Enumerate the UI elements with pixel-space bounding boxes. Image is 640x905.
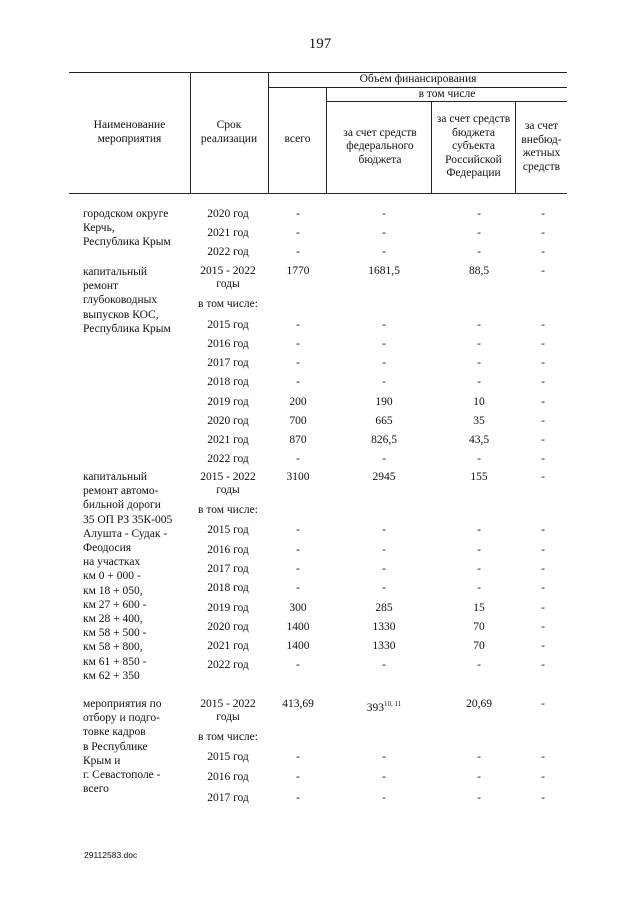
row-extrabudget: - (541, 771, 545, 783)
row-regional: - (477, 357, 481, 369)
row-extrabudget: - (541, 524, 545, 536)
row-regional: - (477, 227, 481, 239)
row-term: 2016 год (207, 771, 249, 783)
row-regional: - (477, 208, 481, 220)
row-federal: - (382, 771, 386, 783)
row-regional: - (477, 453, 481, 465)
row-regional: 20,69 (466, 698, 492, 710)
row-federal: - (382, 453, 386, 465)
row-federal: - (382, 376, 386, 388)
header-name: Наименование мероприятия (93, 119, 166, 145)
row-term: 2021 год (207, 434, 249, 446)
row-term: 2015 год (207, 319, 249, 331)
row-regional: 15 (473, 602, 485, 614)
row-term: 2015 - 2022 годы (200, 471, 256, 496)
row-total: - (296, 227, 300, 239)
row-regional: 88,5 (468, 265, 490, 277)
row-federal: 2945 (372, 471, 396, 483)
row-total: 1400 (286, 640, 310, 652)
row-extrabudget: - (541, 792, 545, 804)
row-regional: - (477, 246, 481, 258)
row-federal: - (382, 246, 386, 258)
row-total: - (296, 771, 300, 783)
row-federal: - (382, 751, 386, 763)
row-total: - (296, 357, 300, 369)
row-total: - (296, 792, 300, 804)
row-regional: 10 (473, 396, 485, 408)
row-regional: - (477, 319, 481, 331)
row-total: 1400 (286, 621, 310, 633)
row-extrabudget: - (541, 544, 545, 556)
row-federal: - (382, 338, 386, 350)
header-including: в том числе (418, 87, 476, 100)
row-extrabudget: - (541, 471, 545, 483)
group-name: мероприятия по отбору и подго- товке кадров в Республике Крым и г. Севастополе - всего (83, 698, 162, 796)
row-total: 1770 (286, 265, 310, 277)
federal-value: 393 (366, 701, 384, 714)
row-total: - (296, 563, 300, 575)
row-regional: 43,5 (468, 434, 490, 446)
row-regional: - (477, 751, 481, 763)
row-total: 3100 (286, 471, 310, 483)
row-regional: - (477, 582, 481, 594)
row-total: - (296, 524, 300, 536)
row-regional: 70 (473, 640, 485, 652)
row-federal: 665 (375, 415, 393, 427)
row-total: - (296, 659, 300, 671)
row-term: 2016 год (207, 338, 249, 350)
group-name: капитальный ремонт автомо- бильной дороги 35 ОП РЗ 35К-005 Алушта - Судак - Феодосия на участках км 0 + 000 - км 18 + 050, км 27 + 600 - км 28 + 400, км 58 + 500 - км 58 + 800, км 61 + 850 - км 62 + 350 (83, 471, 173, 682)
group-name: капитальный ремонт глубоководных выпусков КОС, Республика Крым (83, 266, 171, 335)
row-extrabudget: - (541, 357, 545, 369)
row-term: 2015 год (207, 524, 249, 536)
row-total: - (296, 544, 300, 556)
row-extrabudget: - (541, 602, 545, 614)
row-regional: - (477, 771, 481, 783)
row-federal (332, 697, 436, 716)
row-term: 2017 год (207, 357, 249, 369)
row-total: - (296, 751, 300, 763)
row-federal: - (382, 524, 386, 536)
row-total: - (296, 453, 300, 465)
row-federal: - (382, 563, 386, 575)
header-total: всего (284, 133, 311, 146)
header-federal: за счет средств федерального бюджета (343, 126, 417, 166)
row-extrabudget: - (541, 338, 545, 350)
row-term: 2021 год (207, 227, 249, 239)
row-federal: - (382, 227, 386, 239)
row-term-including: в том числе: (198, 731, 258, 743)
row-extrabudget: - (541, 396, 545, 408)
row-term: 2019 год (207, 396, 249, 408)
row-term: 2020 год (207, 208, 249, 220)
header-bottom-border (69, 193, 567, 194)
row-regional: - (477, 563, 481, 575)
row-regional: 70 (473, 621, 485, 633)
row-total: - (296, 582, 300, 594)
footnote-ref: 10, 11 (384, 700, 402, 708)
row-federal: - (382, 208, 386, 220)
row-term: 2016 год (207, 544, 249, 556)
row-total: - (296, 376, 300, 388)
row-federal: 1681,5 (368, 265, 400, 277)
row-term: 2022 год (207, 659, 249, 671)
row-extrabudget: - (541, 227, 545, 239)
header-funding: Объем финансирования (359, 73, 477, 86)
row-term-including: в том числе: (198, 504, 258, 516)
row-federal: - (382, 319, 386, 331)
row-term-including: в том числе: (198, 298, 258, 310)
row-term: 2021 год (207, 640, 249, 652)
row-extrabudget: - (541, 208, 545, 220)
row-total: 200 (289, 396, 307, 408)
header-regional: за счет средств бюджета субъекта Российской Федерации (436, 113, 511, 180)
page-number: 197 (308, 36, 332, 52)
row-total: 870 (289, 434, 307, 446)
row-regional: 35 (473, 415, 485, 427)
row-extrabudget: - (541, 453, 545, 465)
row-total: - (296, 208, 300, 220)
row-term: 2020 год (207, 415, 249, 427)
row-term: 2015 - 2022 годы (200, 698, 256, 723)
row-extrabudget: - (541, 659, 545, 671)
row-extrabudget: - (541, 434, 545, 446)
row-total: 413,69 (282, 698, 314, 710)
row-extrabudget: - (541, 621, 545, 633)
col-divider-3 (326, 87, 327, 193)
row-total: - (296, 338, 300, 350)
row-regional: - (477, 376, 481, 388)
row-federal: 190 (375, 396, 393, 408)
row-extrabudget: - (541, 376, 545, 388)
row-extrabudget: - (541, 563, 545, 575)
row-federal: 826,5 (371, 434, 397, 446)
row-term: 2022 год (207, 246, 249, 258)
row-term: 2020 год (207, 621, 249, 633)
group-name: городском округе Керчь, Республика Крым (83, 208, 171, 249)
row-federal: 1330 (372, 640, 396, 652)
row-federal: - (382, 582, 386, 594)
row-term: 2022 год (207, 453, 249, 465)
row-regional: - (477, 792, 481, 804)
row-term: 2018 год (207, 582, 249, 594)
row-total: 700 (289, 415, 307, 427)
row-federal: - (382, 357, 386, 369)
row-total: - (296, 319, 300, 331)
row-regional: - (477, 524, 481, 536)
col-divider-1 (190, 72, 191, 193)
row-term: 2018 год (207, 376, 249, 388)
row-extrabudget: - (541, 698, 545, 710)
row-total: - (296, 246, 300, 258)
row-extrabudget: - (541, 415, 545, 427)
row-regional: 155 (470, 471, 488, 483)
row-term: 2019 год (207, 602, 249, 614)
row-term: 2017 год (207, 792, 249, 804)
header-term: Срок реализации (200, 119, 258, 145)
document-footer: 29112583.doc (84, 850, 138, 860)
row-federal: 285 (375, 602, 393, 614)
row-term: 2015 - 2022 годы (200, 265, 256, 290)
row-extrabudget: - (541, 751, 545, 763)
row-extrabudget: - (541, 319, 545, 331)
row-total: 300 (289, 602, 307, 614)
row-federal: - (382, 544, 386, 556)
row-regional: - (477, 338, 481, 350)
row-extrabudget: - (541, 265, 545, 277)
header-extrabudget: за счет внебюд-жетных средств (521, 120, 562, 173)
row-federal: 1330 (372, 621, 396, 633)
row-extrabudget: - (541, 582, 545, 594)
row-term: 2015 год (207, 751, 249, 763)
row-term: 2017 год (207, 563, 249, 575)
row-federal: - (382, 659, 386, 671)
row-extrabudget: - (541, 640, 545, 652)
row-federal: - (382, 792, 386, 804)
row-extrabudget: - (541, 246, 545, 258)
row-regional: - (477, 544, 481, 556)
row-regional: - (477, 659, 481, 671)
